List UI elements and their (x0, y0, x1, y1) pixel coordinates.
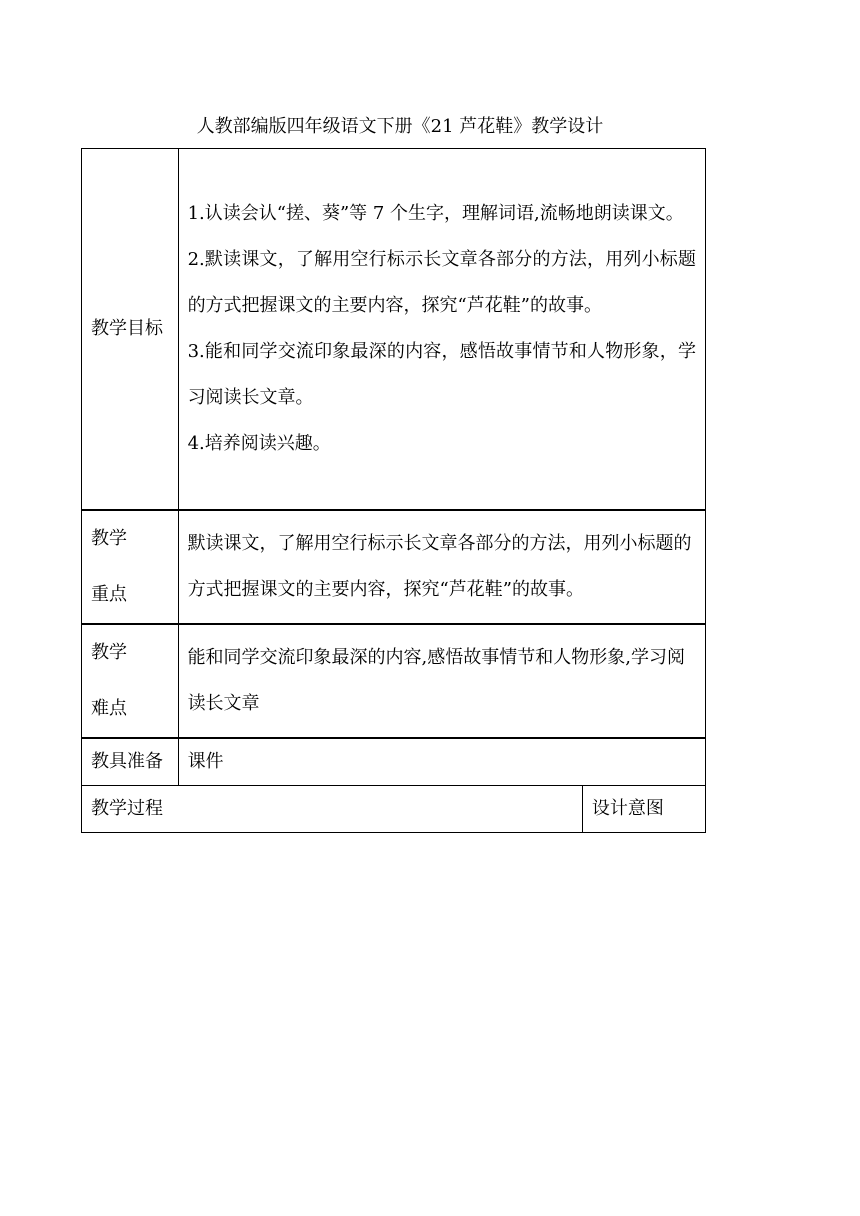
goal-item-2: 2.默读课文，了解用空行标示长文章各部分的方法，用列小标题的方式把握课文的主要内容，探究“芦花鞋”的故事。 (187, 249, 696, 316)
teaching-goals-row (82, 149, 706, 511)
goal-item-1: 1.认读会认“搓、葵”等 7 个生字，理解词语,流畅地朗读课文。 (187, 203, 684, 224)
key-points-content: 默读课文，了解用空行标示长文章各部分的方法，用列小标题的方式把握课文的主要内容，探究“芦花鞋”的故事。 (178, 510, 705, 624)
goal-item-3: 3.能和同学交流印象最深的内容，感悟故事情节和人物形象，学习阅读长文章。 (187, 341, 696, 408)
difficulties-row (82, 624, 706, 738)
process-row (82, 786, 706, 833)
document-title: 人教部编版四年级语文下册《21 芦花鞋》教学设计 (196, 116, 604, 137)
key-points-label: 教学 重点 (82, 510, 179, 624)
lesson-plan-table (81, 148, 706, 833)
goal-item-4: 4.培养阅读兴趣。 (187, 433, 331, 454)
materials-content: 课件 (178, 738, 705, 786)
teaching-goals-label: 教学目标 (82, 149, 179, 511)
key-points-row (82, 510, 706, 624)
materials-label: 教具准备 (82, 738, 179, 786)
design-intent-label: 设计意图 (582, 786, 705, 833)
materials-row (82, 738, 706, 786)
teaching-goals-content (178, 149, 705, 511)
difficulties-content: 能和同学交流印象最深的内容,感悟故事情节和人物形象,学习阅读长文章 (178, 624, 705, 738)
difficulties-label: 教学 难点 (82, 624, 179, 738)
process-label: 教学过程 (82, 786, 583, 833)
